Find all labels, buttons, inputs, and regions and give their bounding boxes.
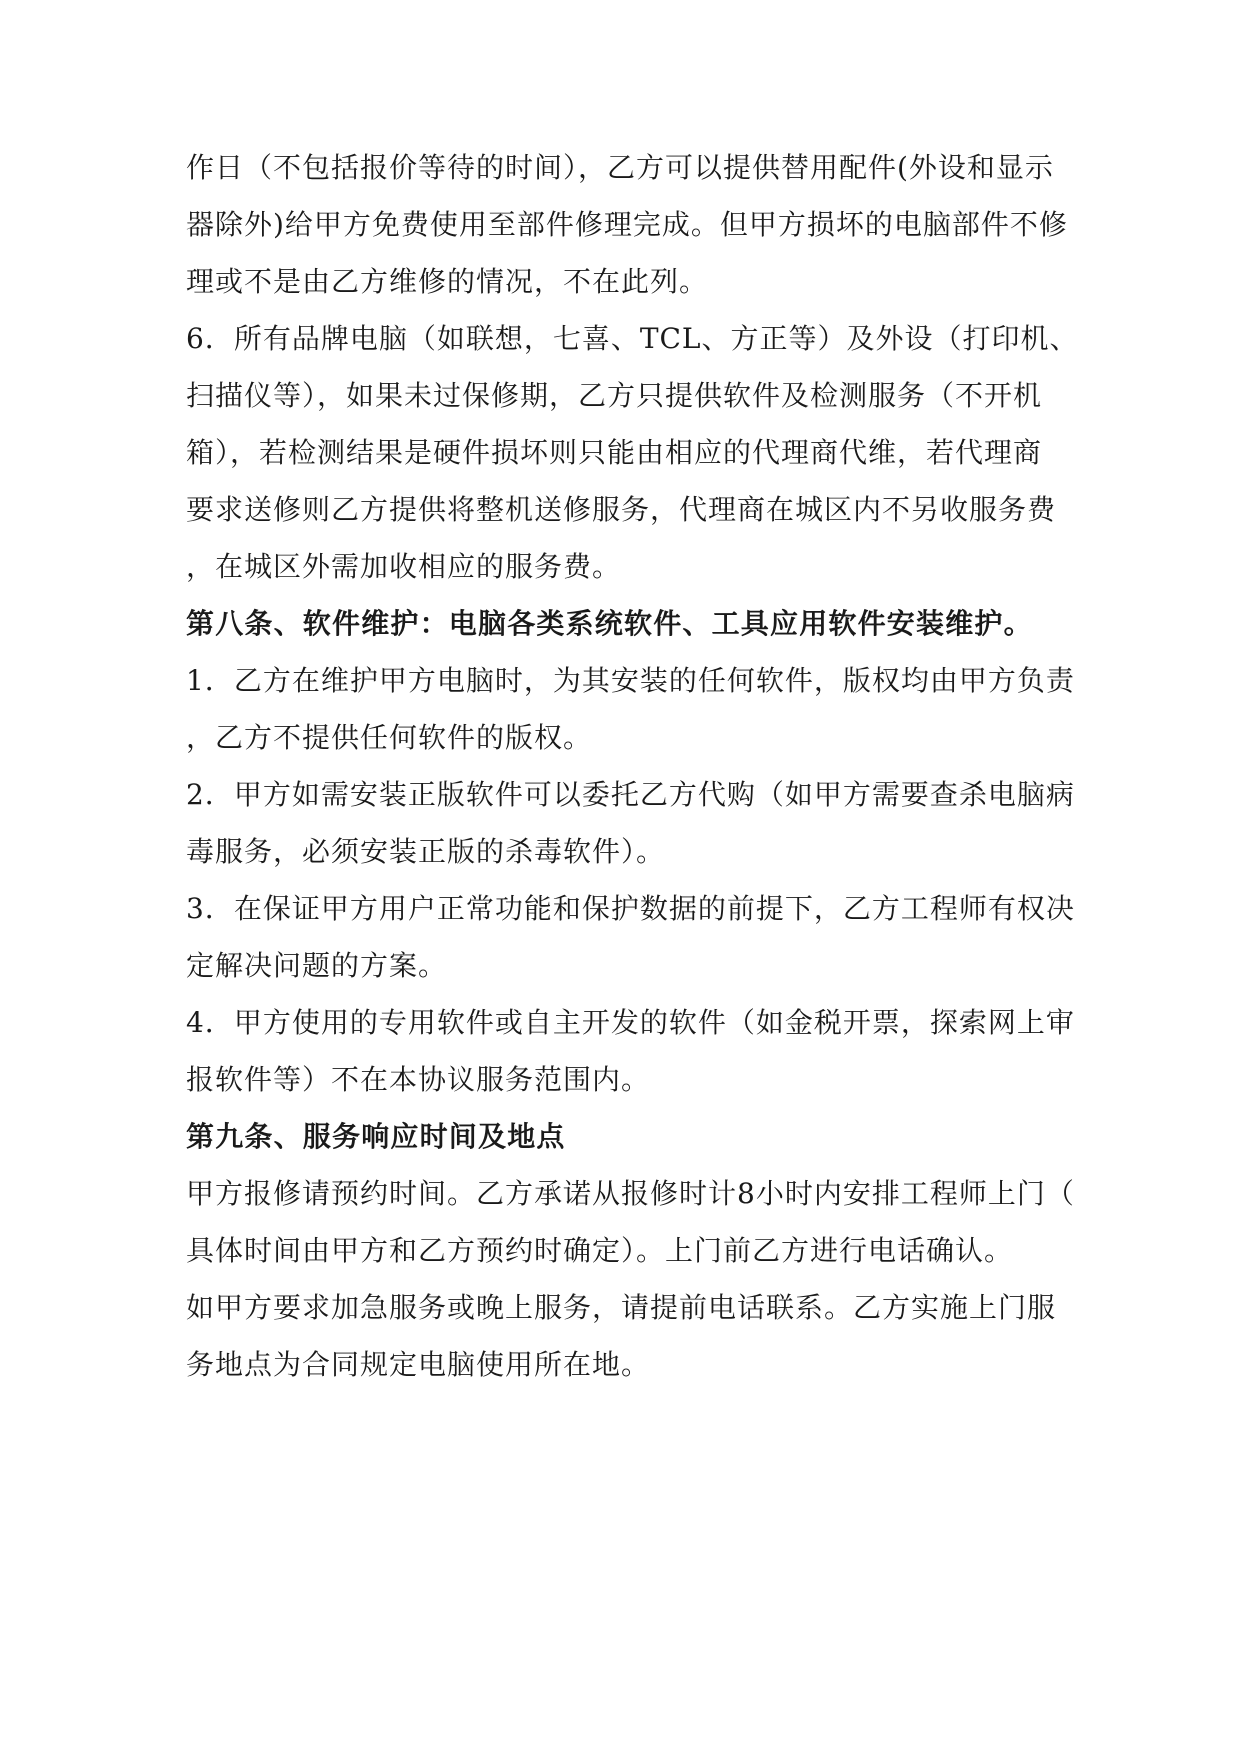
paragraph-line: 具体时间由甲方和乙方预约时确定）。上门前乙方进行电话确认。 bbox=[186, 1234, 1014, 1267]
list-item-3: 3．在保证甲方用户正常功能和保护数据的前提下，乙方工程师有权决 bbox=[186, 892, 1075, 925]
paragraph-line: ，乙方不提供任何软件的版权。 bbox=[186, 721, 593, 754]
paragraph-line: 箱），若检测结果是硬件损坏则只能由相应的代理商代维，若代理商 bbox=[186, 436, 1043, 469]
paragraph-line: 报软件等）不在本协议服务范围内。 bbox=[186, 1063, 651, 1096]
list-item-4: 4．甲方使用的专用软件或自主开发的软件（如金税开票，探索网上审 bbox=[186, 1006, 1075, 1039]
paragraph-line: 要求送修则乙方提供将整机送修服务，代理商在城区内不另收服务费 bbox=[186, 493, 1057, 526]
paragraph-line: 如甲方要求加急服务或晚上服务，请提前电话联系。乙方实施上门服 bbox=[186, 1291, 1057, 1324]
paragraph-line: 作日（不包括报价等待的时间），乙方可以提供替用配件(外设和显示 bbox=[186, 151, 1054, 184]
list-item-2: 2．甲方如需安装正版软件可以委托乙方代购（如甲方需要查杀电脑病 bbox=[186, 778, 1075, 811]
list-item-6: 6．所有品牌电脑（如联想，七喜、TCL、方正等）及外设（打印机、 bbox=[186, 322, 1079, 355]
paragraph-line: ，在城区外需加收相应的服务费。 bbox=[186, 550, 622, 583]
paragraph-line: 定解决问题的方案。 bbox=[186, 949, 448, 982]
section-heading-article-9: 第九条、服务响应时间及地点 bbox=[186, 1120, 566, 1153]
paragraph-line: 扫描仪等），如果未过保修期，乙方只提供软件及检测服务（不开机 bbox=[186, 379, 1043, 412]
paragraph-line: 器除外)给甲方免费使用至部件修理完成。但甲方损坏的电脑部件不修 bbox=[186, 208, 1068, 241]
paragraph-line: 甲方报修请预约时间。乙方承诺从报修时计8小时内安排工程师上门（ bbox=[186, 1177, 1075, 1210]
paragraph-line: 务地点为合同规定电脑使用所在地。 bbox=[186, 1348, 651, 1381]
section-heading-article-8: 第八条、软件维护：电脑各类系统软件、工具应用软件安装维护。 bbox=[186, 607, 1033, 640]
paragraph-line: 毒服务，必须安装正版的杀毒软件）。 bbox=[186, 835, 666, 868]
list-item-1: 1．乙方在维护甲方电脑时，为其安装的任何软件，版权均由甲方负责 bbox=[186, 664, 1075, 697]
paragraph-line: 理或不是由乙方维修的情况，不在此列。 bbox=[186, 265, 709, 298]
